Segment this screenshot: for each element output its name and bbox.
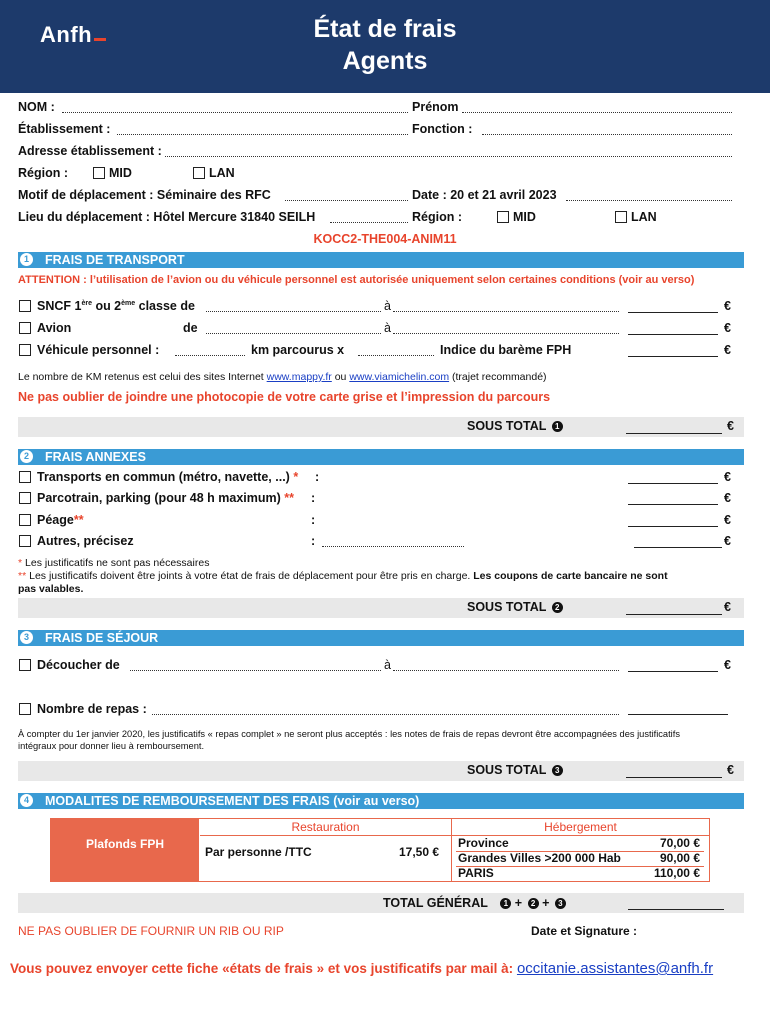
plafonds-table — [50, 818, 710, 882]
date-label: Date : 20 et 21 avril 2023 — [412, 188, 557, 202]
decoucher-checkbox[interactable] — [19, 659, 31, 671]
peage-euro: € — [724, 513, 731, 527]
avion-amount[interactable] — [628, 334, 718, 335]
hebergement-value: 90,00 € — [659, 851, 700, 865]
region2-label: Région : — [412, 210, 462, 224]
section-sejour-header — [18, 630, 744, 646]
hebergement-label: PARIS — [458, 866, 494, 880]
repas-amount[interactable] — [628, 714, 728, 715]
lieu-label: Lieu du déplacement : Hôtel Mercure 31840 SEILH — [18, 210, 316, 224]
decoucher-amount[interactable] — [628, 671, 718, 672]
repas-field[interactable] — [152, 714, 619, 715]
autres-colon: : — [311, 534, 316, 548]
avion-euro: € — [724, 321, 731, 335]
section-number-2: 2 — [20, 450, 33, 463]
parcotrain-checkbox[interactable] — [19, 492, 31, 504]
transports-colon: : — [315, 470, 320, 484]
subtotal-2-euro: € — [724, 600, 731, 614]
hebergement-value: 110,00 € — [653, 866, 700, 880]
hebergement-label: Grandes Villes >200 000 Hab — [458, 851, 621, 865]
km-label: km parcourus x — [251, 343, 345, 357]
region2-lan-label: LAN — [631, 210, 657, 224]
mail-instruction: Vous pouvez envoyer cette fiche «états de frais » et vos justificatifs par mail à: occitanie.assistantes@anfh.fr — [10, 960, 714, 977]
region-lan-label: LAN — [209, 166, 235, 180]
transport-attention: ATTENTION : l’utilisation de l’avion ou du véhicule personnel est autorisée uniquement selon certaines conditions (voir au verso) — [18, 274, 695, 286]
avion-checkbox[interactable] — [19, 322, 31, 334]
rib-reminder: NE PAS OUBLIER DE FOURNIR UN RIB OU RIP — [18, 924, 284, 938]
region2-mid-label: MID — [513, 210, 536, 224]
transports-euro: € — [724, 470, 731, 484]
total-bar — [18, 893, 744, 913]
km-field[interactable] — [175, 355, 245, 356]
motif-label: Motif de déplacement : Séminaire des RFC — [18, 188, 271, 202]
sncf-to-field[interactable] — [393, 311, 619, 312]
section-title: MODALITES DE REMBOURSEMENT DES FRAIS (voir au verso) — [45, 794, 420, 808]
hebergement-label: Province — [458, 836, 509, 850]
subtotal-bar-2 — [18, 598, 744, 618]
header-bar — [0, 0, 770, 93]
decoucher-to-field[interactable] — [393, 670, 619, 671]
peage-colon: : — [311, 513, 316, 527]
repas-label: Nombre de repas : — [37, 702, 147, 716]
sncf-euro: € — [724, 299, 731, 313]
session-code: KOCC2-THE004-ANIM11 — [313, 232, 457, 246]
bareme-label: Indice du barème FPH — [440, 343, 572, 357]
section-title: FRAIS DE TRANSPORT — [45, 253, 185, 267]
avion-label: Avion — [37, 321, 72, 335]
avion-to-field[interactable] — [393, 333, 619, 334]
plafonds-label: Plafonds FPH — [85, 837, 164, 851]
signature-label: Date et Signature : — [531, 924, 638, 938]
viamichelin-link[interactable]: www.viamichelin.com — [349, 371, 450, 383]
etablissement-label: Établissement : — [18, 122, 111, 136]
section-title: FRAIS ANNEXES — [45, 450, 146, 464]
transports-amount[interactable] — [628, 483, 718, 484]
parcotrain-colon: : — [311, 491, 316, 505]
subtotal-3-euro: € — [727, 763, 734, 777]
parcotrain-label: Parcotrain, parking (pour 48 h maximum) ** — [37, 491, 295, 505]
section-number-4: 4 — [20, 794, 33, 807]
avion-from-field[interactable] — [206, 333, 381, 334]
page-title-line2: Agents — [342, 47, 428, 75]
region-lan-checkbox[interactable] — [193, 167, 205, 179]
etablissement-field[interactable] — [117, 134, 408, 135]
section-transport-header — [18, 252, 744, 268]
bareme-field[interactable] — [358, 355, 434, 356]
restauration-header: Restauration — [200, 820, 451, 836]
region2-lan-checkbox[interactable] — [615, 211, 627, 223]
autres-amount[interactable] — [634, 547, 722, 548]
region-mid-checkbox[interactable] — [93, 167, 105, 179]
subtotal-1-euro: € — [727, 419, 734, 433]
repas-note-2: intégraux pour donner lieu à remboursement. — [18, 741, 205, 751]
vehicule-amount[interactable] — [628, 356, 718, 357]
motif-field[interactable] — [285, 200, 408, 201]
subtotal-3-label: SOUS TOTAL 3 — [467, 763, 563, 777]
peage-label: Péage** — [37, 513, 84, 527]
sncf-amount[interactable] — [628, 312, 718, 313]
nom-field[interactable] — [62, 112, 408, 113]
sncf-checkbox[interactable] — [19, 300, 31, 312]
repas-checkbox[interactable] — [19, 703, 31, 715]
restauration-value: 17,50 € — [399, 845, 440, 859]
lieu-field[interactable] — [330, 222, 408, 223]
transports-label: Transports en commun (métro, navette, ...) * — [37, 470, 299, 484]
page-title-line1: État de frais — [313, 15, 457, 43]
decoucher-from-field[interactable] — [130, 670, 381, 671]
hebergement-row — [456, 836, 704, 852]
subtotal-bar-3 — [18, 761, 744, 781]
autres-euro: € — [724, 534, 731, 548]
vehicule-euro: € — [724, 343, 731, 357]
date-field[interactable] — [566, 200, 732, 201]
prenom-label: Prénom — [412, 100, 459, 114]
avion-de-label: de — [183, 321, 198, 335]
region-label: Région : — [18, 166, 68, 180]
fonction-field[interactable] — [482, 134, 732, 135]
subtotal-bar-1 — [18, 417, 744, 437]
autres-field[interactable] — [322, 546, 464, 547]
parcotrain-euro: € — [724, 491, 731, 505]
annexes-note-2: ** Les justificatifs doivent être joints à votre état de frais de déplacement pour être pris en charge. Les coupons de carte bancaire ne sont — [18, 570, 668, 582]
hebergement-row — [456, 866, 704, 880]
section-modalites-header — [18, 793, 744, 809]
transports-checkbox[interactable] — [19, 471, 31, 483]
subtotal-2-field[interactable] — [626, 614, 722, 615]
adresse-label: Adresse établissement : — [18, 144, 162, 158]
peage-checkbox[interactable] — [19, 514, 31, 526]
fonction-label: Fonction : — [412, 122, 473, 136]
subtotal-1-label: SOUS TOTAL 1 — [467, 419, 563, 433]
mappy-link[interactable]: www.mappy.fr — [266, 371, 332, 383]
region-mid-label: MID — [109, 166, 132, 180]
total-label: TOTAL GÉNÉRAL 1 + 2 + 3 — [383, 896, 566, 910]
sncf-label: SNCF 1ère ou 2ème classe de — [37, 299, 195, 313]
vehicule-checkbox[interactable] — [19, 344, 31, 356]
annexes-note-1: * Les justificatifs ne sont pas nécessaires — [18, 557, 210, 569]
peage-amount[interactable] — [628, 526, 718, 527]
avion-a-label: à — [384, 321, 391, 335]
prenom-field[interactable] — [462, 112, 732, 113]
autres-checkbox[interactable] — [19, 535, 31, 547]
hebergement-value: 70,00 € — [659, 836, 700, 850]
decoucher-label: Découcher de — [37, 658, 120, 672]
region2-mid-checkbox[interactable] — [497, 211, 509, 223]
section-number-3: 3 — [20, 631, 33, 644]
section-number-1: 1 — [20, 253, 33, 266]
subtotal-2-label: SOUS TOTAL 2 — [467, 600, 563, 614]
section-annexes-header — [18, 449, 744, 465]
km-note: Le nombre de KM retenus est celui des sites Internet www.mappy.fr ou www.viamichelin.com (trajet recommandé) — [18, 371, 547, 383]
nom-label: NOM : — [18, 100, 55, 114]
anfh-logo: Anfh — [40, 22, 106, 48]
repas-note-1: À compter du 1er janvier 2020, les justificatifs « repas complet » ne seront plus acceptés : les notes de frais de repas devront être accompagnées des justificatifs — [18, 729, 680, 739]
sncf-from-field[interactable] — [206, 311, 381, 312]
annexes-note-3: pas valables. — [18, 583, 84, 595]
adresse-field[interactable] — [165, 156, 732, 157]
section-title: FRAIS DE SÉJOUR — [45, 631, 159, 645]
total-field[interactable] — [628, 909, 724, 910]
hebergement-row — [456, 851, 704, 867]
parcotrain-amount[interactable] — [628, 504, 718, 505]
carte-grise-warning: Ne pas oublier de joindre une photocopie de votre carte grise et l’impression du parcours — [18, 390, 551, 404]
decoucher-a-label: à — [384, 658, 391, 672]
vehicule-label: Véhicule personnel : — [37, 343, 160, 357]
sncf-a-label: à — [384, 299, 391, 313]
subtotal-1-field[interactable] — [626, 433, 722, 434]
hebergement-header: Hébergement — [452, 820, 709, 836]
autres-label: Autres, précisez — [37, 534, 134, 548]
decoucher-euro: € — [724, 658, 731, 672]
email-link[interactable]: occitanie.assistantes@anfh.fr — [516, 960, 714, 977]
subtotal-3-field[interactable] — [626, 777, 722, 778]
par-personne-label: Par personne /TTC — [205, 845, 312, 859]
